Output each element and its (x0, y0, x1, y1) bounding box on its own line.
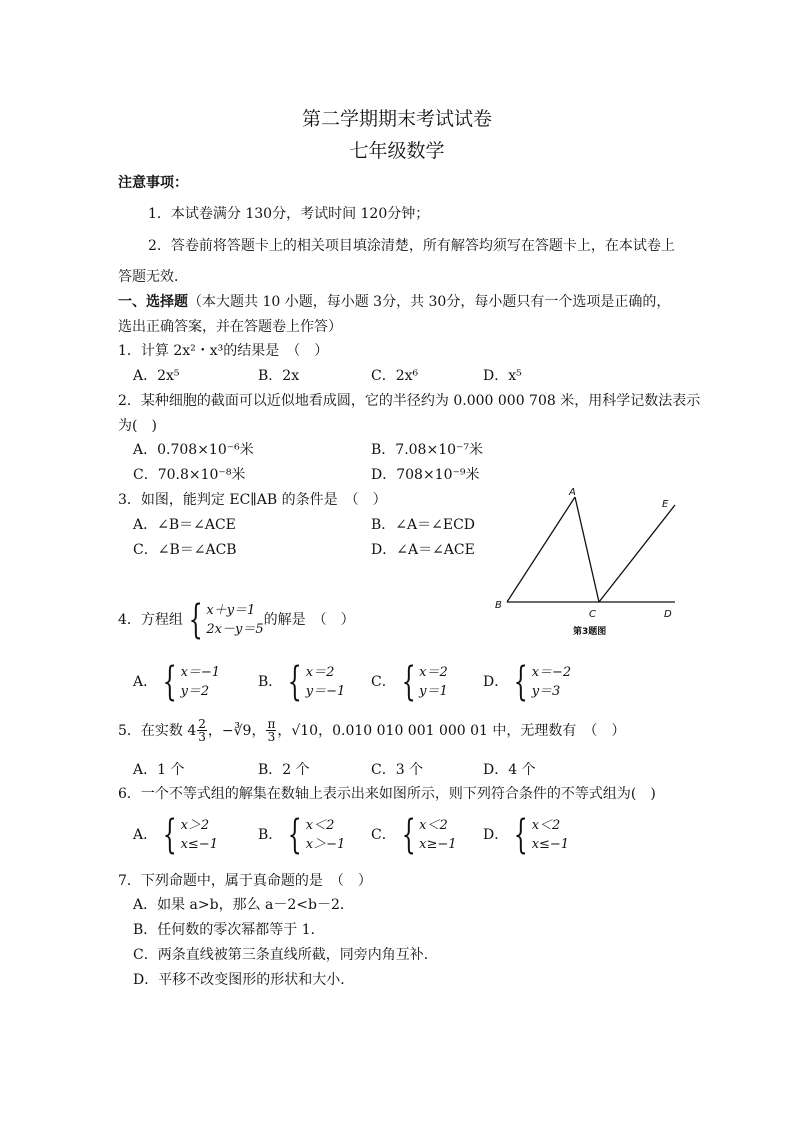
q5-fraction-1 (197, 718, 207, 743)
section1-header (118, 293, 670, 311)
q1-option-a: A．2x⁵ (133, 368, 180, 384)
segment-ba (507, 497, 575, 602)
q6-option-c-row1: x＜2 (419, 818, 448, 833)
brace-icon: { (162, 659, 177, 705)
section1-desc-line1: （本大题共 10 小题，每小题 3分，共 30分，每小题只有一个选项是正确的， (188, 294, 671, 310)
q5-frac1-num: 2 (198, 717, 206, 731)
q4-stem (118, 597, 355, 643)
label-d: D (664, 609, 672, 620)
notes-item-1: 1．本试卷满分 130分，考试时间 120分钟； (148, 206, 430, 222)
q6-option-c-label: C． (371, 827, 396, 843)
brace-icon: { (401, 659, 416, 705)
q4-eq1: x＋y＝1 (206, 603, 256, 618)
q5-frac2-num: π (267, 717, 276, 731)
brace-icon: { (188, 597, 203, 643)
q4-option-a-label: A． (133, 674, 158, 690)
notes-item-2-line1: 2．答卷前将答题卡上的相关项目填涂清楚，所有解答均须写在答题卡上，在本试卷上 (148, 238, 675, 254)
q3-stem: 3．如图，能判定 EC∥AB 的条件是 （ ） (118, 492, 387, 508)
q6-option-b-row2: x＞−1 (305, 837, 346, 852)
q6-stem: 6．一个不等式组的解集在数轴上表示出来如图所示，则下列符合条件的不等式组为( ) (118, 786, 656, 802)
q6-option-b (258, 812, 346, 858)
q6-option-c (371, 812, 457, 858)
q7-option-c: C．两条直线被第三条直线所截，同旁内角互补． (133, 947, 438, 963)
q2-option-d: D．708×10⁻⁹米 (371, 467, 480, 483)
q5-frac1-den: 3 (198, 730, 206, 744)
q2-option-a: A．0.708×10⁻⁶米 (133, 442, 254, 458)
q5-option-b: B．2 个 (258, 762, 310, 778)
q4-option-b-label: B． (258, 674, 283, 690)
q4-option-d (483, 659, 572, 705)
q2-option-c: C．70.8×10⁻⁸米 (133, 467, 246, 483)
q4-prefix: 4．方程组 (118, 612, 183, 628)
segment-ac (575, 497, 599, 602)
q4-eq2: 2x－y＝5 (206, 622, 264, 637)
q7-stem: 7．下列命题中，属于真命题的是 （ ） (118, 873, 372, 889)
q4-option-d-row2: y＝3 (531, 684, 561, 699)
brace-icon: { (288, 812, 303, 858)
q4-option-a-row1: x＝−1 (180, 665, 221, 680)
q5-option-a: A．1 个 (133, 762, 185, 778)
q4-option-c-label: C． (371, 674, 396, 690)
q4-option-c-row1: x＝2 (419, 665, 448, 680)
q2-option-b: B．7.08×10⁻⁷米 (371, 442, 484, 458)
notes-item-2-line2: 答题无效． (118, 269, 188, 285)
q6-option-d-label: D． (483, 827, 509, 843)
q4-option-d-label: D． (483, 674, 509, 690)
q5-fraction-2 (266, 718, 276, 743)
q4-option-a (133, 659, 221, 705)
page-subtitle: 七年级数学 (349, 140, 445, 162)
q6-option-a-label: A． (133, 827, 158, 843)
q6-option-a (133, 812, 218, 858)
q1-option-c: C．2x⁶ (371, 368, 419, 384)
q5-prefix: 5．在实数 4 (118, 722, 197, 739)
q2-stem-line2: 为( ) (118, 418, 157, 434)
q4-option-c (371, 659, 448, 705)
page-title: 第二学期期末考试试卷 (301, 108, 492, 130)
label-c: C (589, 609, 596, 620)
brace-icon: { (513, 812, 528, 858)
brace-icon: { (162, 812, 177, 858)
q7-option-a: A．如果 a>b，那么 a－2<b－2． (133, 897, 354, 913)
q5-part2: ，−∛9， (207, 722, 266, 739)
ray-ce (599, 505, 675, 602)
q4-option-a-row2: y＝2 (180, 684, 210, 699)
q1-option-d: D．x⁵ (483, 368, 522, 384)
q3-option-b: B．∠A＝∠ECD (371, 517, 476, 533)
q5-option-c: C．3 个 (371, 762, 424, 778)
q5-stem (118, 718, 625, 743)
notes-heading: 注意事项： (118, 175, 188, 191)
q7-option-b: B．任何数的零次幂都等于 1． (133, 922, 325, 938)
q5-part3: ，√10，0.010 010 001 000 01 中，无理数有 （ ） (277, 722, 626, 739)
q6-option-d-row1: x＜2 (531, 818, 561, 833)
label-b: B (495, 600, 502, 611)
q4-option-b-row2: y＝−1 (305, 684, 346, 699)
section1-desc-line2: 选出正确答案，并在答题卷上作答） (118, 319, 342, 335)
q6-option-b-row1: x＜2 (305, 818, 335, 833)
q3-option-d: D．∠A＝∠ACE (371, 542, 475, 558)
q3-option-c: C．∠B＝∠ACB (133, 542, 237, 558)
q4-option-c-row2: y＝1 (419, 684, 448, 699)
figure-caption: 第3题图 (573, 627, 607, 637)
label-a: A (569, 487, 576, 498)
section1-title: 一、选择题 (118, 294, 188, 310)
brace-icon: { (401, 812, 416, 858)
q6-option-a-row2: x≤−1 (180, 837, 218, 852)
q2-stem-line1: 2．某种细胞的截面可以近似地看成圆，它的半径约为 0.000 000 708 米，用科学记数法表示 (118, 393, 701, 409)
q6-option-a-row1: x＞2 (180, 818, 210, 833)
brace-icon: { (288, 659, 303, 705)
q1-stem: 1．计算 2x²・x³的结果是 （ ） (118, 343, 329, 359)
q4-option-b (258, 659, 346, 705)
q6-option-d (483, 812, 570, 858)
q7-option-d: D．平移不改变图形的形状和大小． (133, 972, 355, 988)
q6-option-c-row2: x≥−1 (419, 837, 457, 852)
q5-frac2-den: 3 (267, 730, 276, 744)
q4-option-d-row1: x＝−2 (531, 665, 572, 680)
q3-figure (485, 485, 695, 645)
q4-system (183, 597, 264, 643)
label-e: E (662, 499, 669, 510)
q3-option-a: A．∠B＝∠ACE (133, 517, 236, 533)
q1-option-b: B．2x (258, 368, 300, 384)
q4-option-b-row1: x＝2 (305, 665, 335, 680)
q5-option-d: D．4 个 (483, 762, 536, 778)
q6-option-d-row2: x≤−1 (531, 837, 570, 852)
brace-icon: { (513, 659, 528, 705)
q4-suffix: 的解是 （ ） (263, 612, 355, 628)
q6-option-b-label: B． (258, 827, 283, 843)
